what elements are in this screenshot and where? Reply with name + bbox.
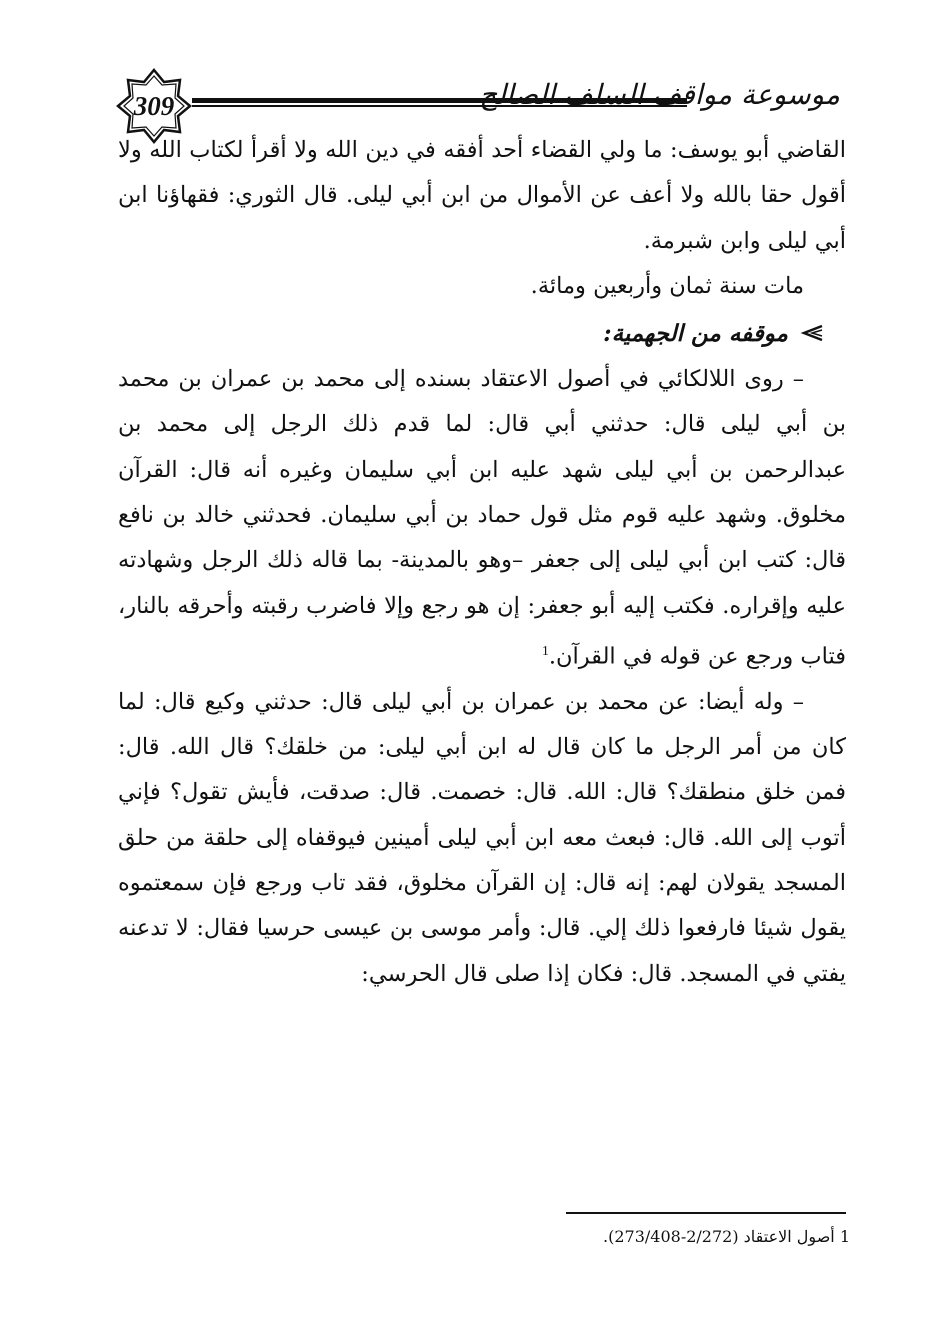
footnote-text: أصول الاعتقاد (2/272-273/408). — [603, 1227, 835, 1246]
footnote-number: 1 — [839, 1227, 850, 1246]
paragraph — [118, 357, 846, 680]
paragraph: – وله أيضا: عن محمد بن عمران بن أبي ليلى قال: حدثني وكيع قال: لما كان من أمر الرجل ما كان قال له ابن أبي ليلى: من خلقك؟ قال الله. قال: فمن خلق منطقك؟ قال: الله. قال: خصمت. قال: صدقت، فأيش تقول؟ فإني أتوب إلى الله. قال: فبعث معه ابن أبي ليلى أمينين فيوقفاه إلى حلقة من حلق المسجد يقولان لهم: إنه قال: إن القرآن مخلوق، فقد تاب ورجع فإن سمعتموه يقول شيئا فارفعوا ذلك إلي. قال: وأمر موسى بن عيسى حرسيا فقال: لا تدعنه يفتي في المسجد. قال: فكان إذا صلى قال الحرسي: — [118, 688, 846, 987]
section-heading — [118, 309, 846, 357]
section-heading-text: موقفه من الجهمية: — [603, 319, 788, 347]
footnote-divider — [566, 1212, 846, 1214]
paragraph-text: – روى اللالكائي في أصول الاعتقاد بسنده إلى محمد بن عمران بن محمد بن أبي ليلى قال: حدثني أبي قال: لما قدم ذلك الرجل إلى محمد بن عبدالرحمن بن أبي ليلى شهد عليه ابن أبي سليمان وغيره أنه قال: القرآن مخلوق. وشهد عليه قوم مثل قول حماد بن أبي سليمان. فحدثني خالد بن نافع قال: كتب ابن أبي ليلى إلى جعفر –وهو بالمدينة- بما قاله ذلك الرجل وشهادته عليه وإقراره. فكتب إليه أبو جعفر: إن هو رجع وإلا فاضرب رقبته وأحرقه بالنار، فتاب ورجع عن قوله في القرآن. — [118, 366, 846, 670]
footnote-reference[interactable]: 1 — [541, 643, 549, 659]
book-title: موسوعة مواقف السلف الصالح — [479, 78, 840, 111]
paragraph: القاضي أبو يوسف: ما ولي القضاء أحد أفقه في دين الله ولا أقرأ لكتاب الله ولا أقول حقا بالله ولا أعف عن الأموال من ابن أبي ليلى. قال الثوري: فقهاؤنا ابن أبي ليلى وابن شبرمة. — [118, 137, 846, 254]
footnote — [560, 1225, 850, 1249]
page-number: 309 — [133, 90, 175, 121]
page-body — [118, 128, 846, 997]
paragraph: مات سنة ثمان وأربعين ومائة. — [530, 272, 804, 299]
arrow-bullet-icon — [800, 323, 824, 343]
